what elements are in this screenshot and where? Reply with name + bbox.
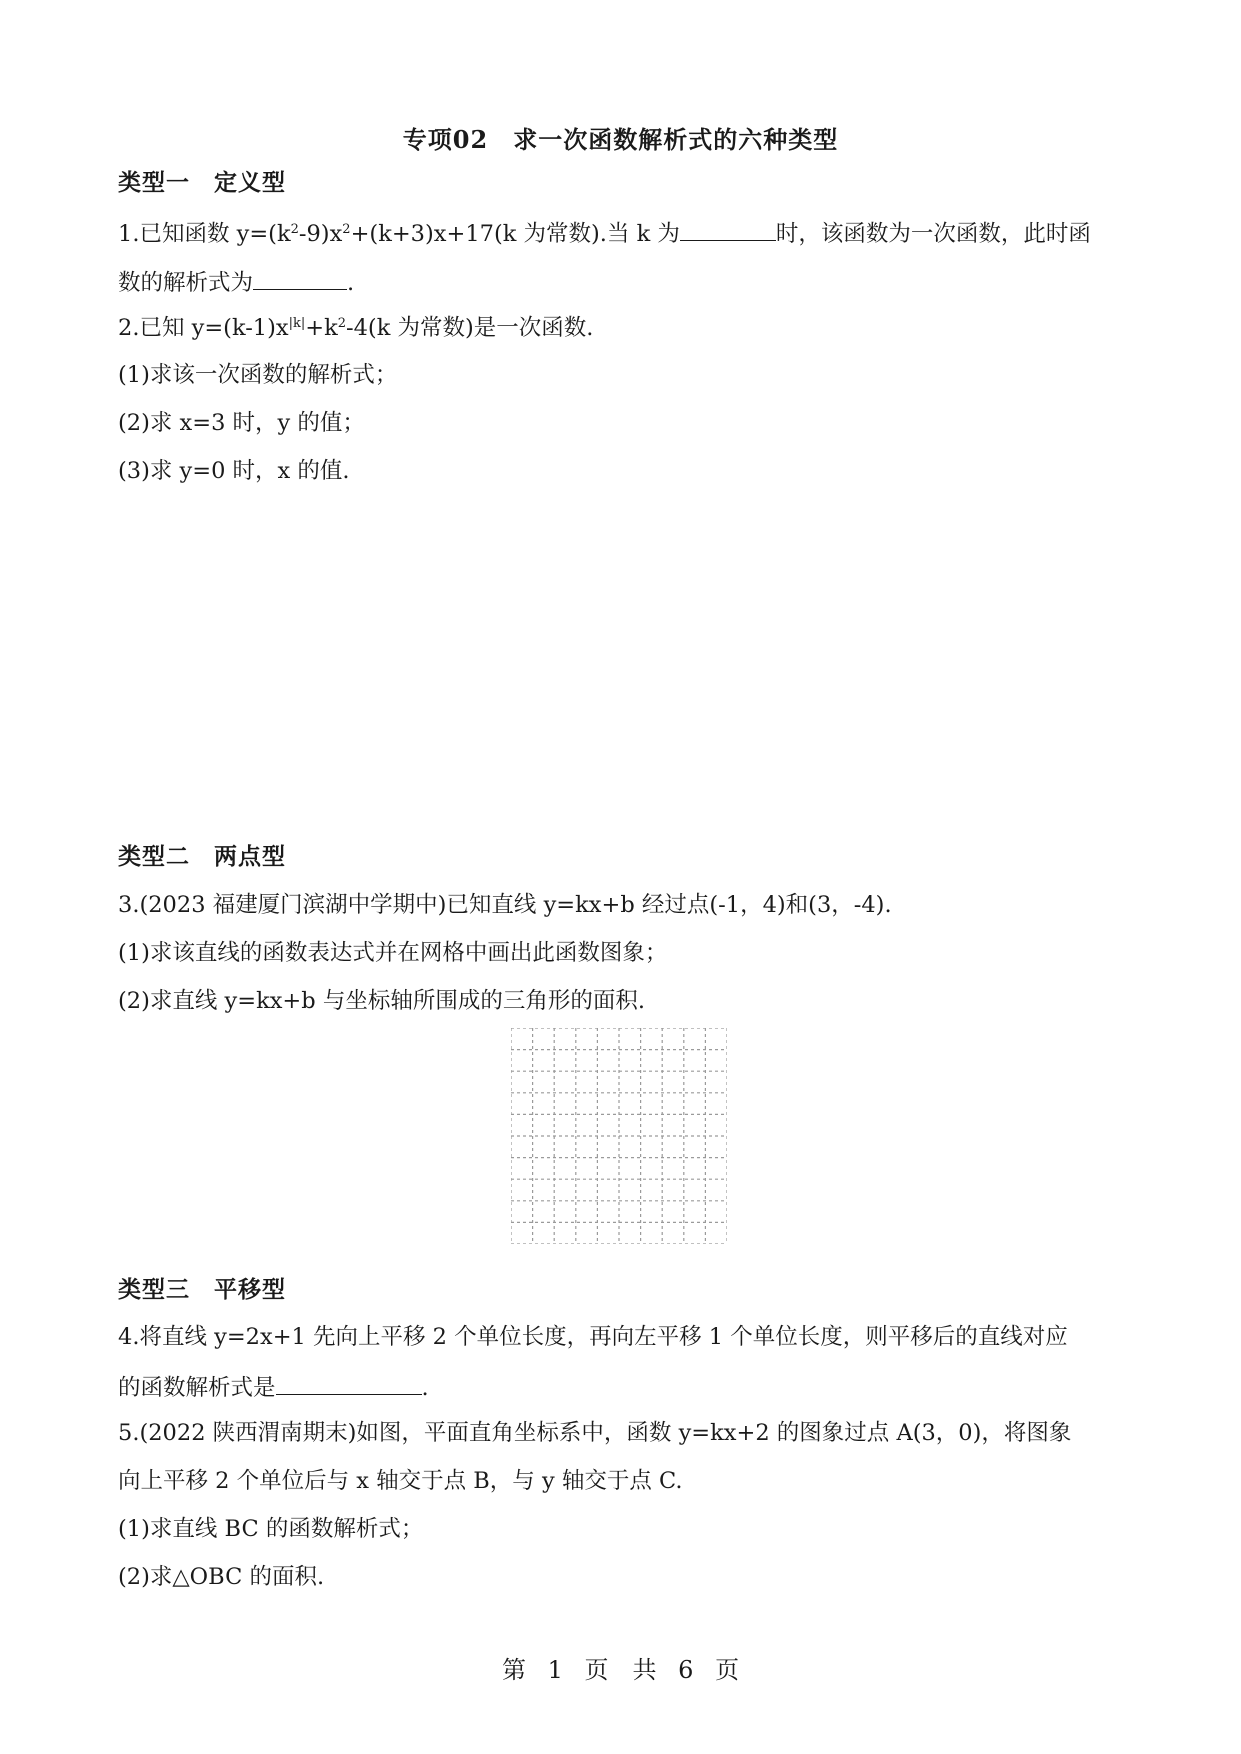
question-2-part-2: (2)求 x=3 时，y 的值； — [118, 410, 365, 436]
question-5-line-1: 5.(2022 陕西渭南期末)如图，平面直角坐标系中，函数 y=kx+2 的图象过点 A(3，0)，将图象 — [118, 1420, 1072, 1446]
question-3-stem: 3.(2023 福建厦门滨湖中学期中)已知直线 y=kx+b 经过点(-1，4)和(3，-4). — [118, 892, 892, 918]
question-5-part-1: (1)求直线 BC 的函数解析式； — [118, 1516, 424, 1542]
q1-text-b: -9)x — [298, 221, 343, 247]
question-2-stem — [118, 313, 593, 343]
footer-middle: 页 共 — [584, 1656, 657, 1684]
q2-sup-1: |k| — [288, 316, 306, 331]
page-footer — [0, 1650, 1241, 1685]
q1-line2-end: . — [347, 270, 355, 296]
question-3-part-2: (2)求直线 y=kx+b 与坐标轴所围成的三角形的面积. — [118, 988, 645, 1014]
section-heading-2: 类型二 两点型 — [118, 843, 286, 870]
q1-answer-blank-1[interactable] — [680, 216, 776, 241]
question-2-part-3: (3)求 y=0 时，x 的值. — [118, 458, 350, 484]
q1-answer-blank-2[interactable] — [253, 265, 347, 290]
q1-sup-2: 2 — [342, 222, 351, 237]
question-5-part-2: (2)求△OBC 的面积. — [118, 1564, 325, 1590]
q2-sup-2: 2 — [337, 316, 347, 331]
footer-prefix: 第 — [501, 1656, 526, 1684]
q4-answer-blank[interactable] — [276, 1370, 422, 1395]
question-5-line-2: 向上平移 2 个单位后与 x 轴交于点 B，与 y 轴交于点 C. — [118, 1468, 683, 1494]
q2-text-b: +k — [305, 315, 338, 341]
question-4-line-2 — [118, 1370, 429, 1403]
q2-text-a: 2.已知 y=(k-1)x — [118, 315, 289, 341]
question-3-part-1: (1)求该直线的函数表达式并在网格中画出此函数图象； — [118, 940, 668, 966]
section-heading-1: 类型一 定义型 — [118, 169, 286, 196]
question-2-part-1: (1)求该一次函数的解析式； — [118, 362, 398, 388]
q1-line2-text: 数的解析式为 — [118, 270, 254, 296]
section-heading-3: 类型三 平移型 — [118, 1276, 286, 1303]
footer-suffix: 页 — [715, 1656, 740, 1684]
q4-line2-end: . — [421, 1375, 429, 1401]
q2-text-c: -4(k 为常数)是一次函数. — [346, 315, 594, 341]
footer-total-pages: 6 — [678, 1656, 694, 1684]
answer-grid[interactable] — [511, 1028, 727, 1244]
q4-line2-text: 的函数解析式是 — [118, 1375, 276, 1401]
question-1-line-2 — [118, 265, 354, 298]
question-1-line-1 — [118, 216, 1091, 249]
q1-sup-1: 2 — [290, 222, 299, 237]
q1-text-d: 时，该函数为一次函数，此时函 — [775, 221, 1091, 247]
q1-text-a: 1.已知函数 y=(k — [118, 221, 291, 247]
q1-text-c: +(k+3)x+17(k 为常数).当 k 为 — [350, 221, 680, 247]
footer-page-number: 1 — [547, 1656, 563, 1684]
question-4-line-1: 4.将直线 y=2x+1 先向上平移 2 个单位长度，再向左平移 1 个单位长度，则平移后的直线对应 — [118, 1324, 1068, 1350]
page-title: 专项02 求一次函数解析式的六种类型 — [402, 125, 839, 154]
